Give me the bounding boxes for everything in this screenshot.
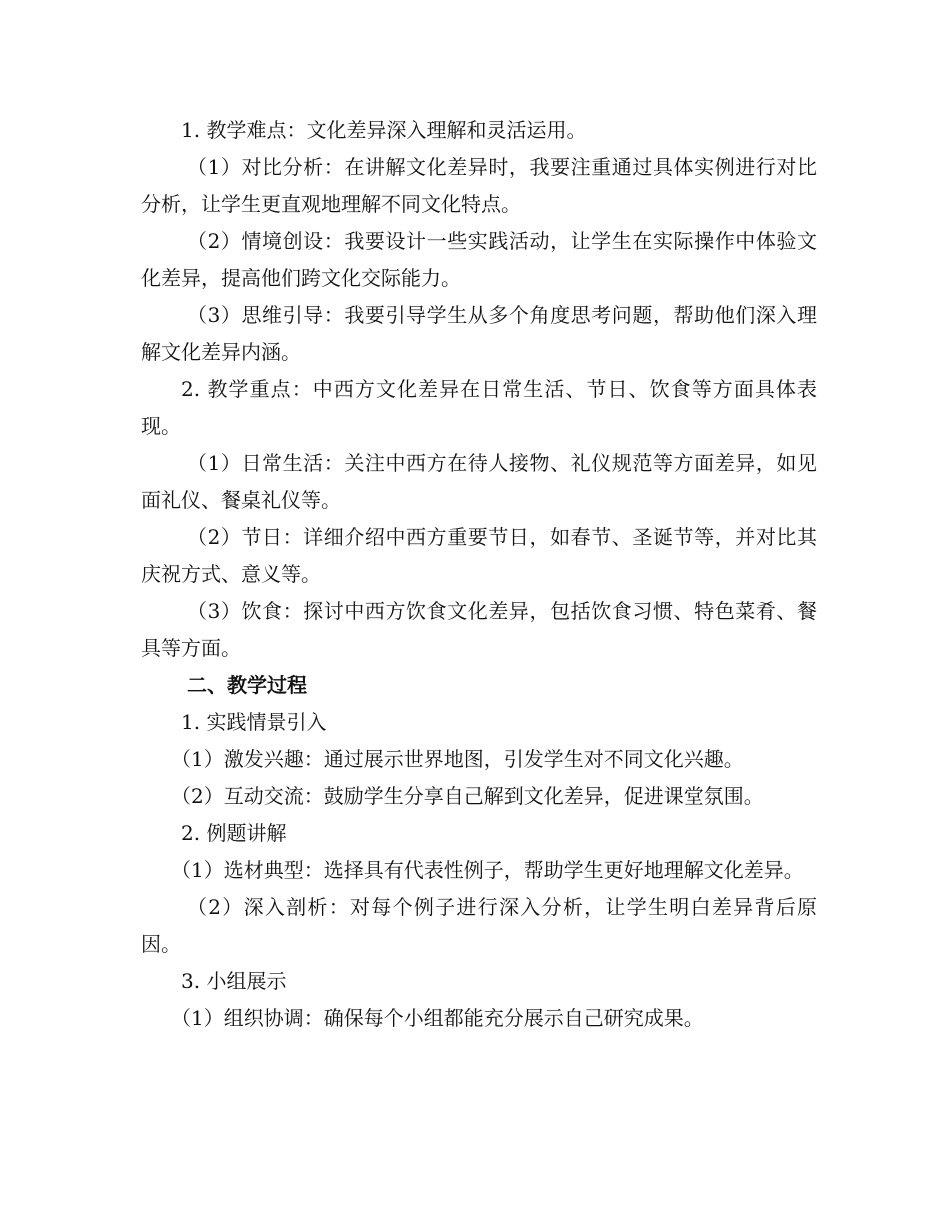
paragraph-example-title: 2. 例题讲解 [181,821,287,845]
paragraph-difficulty-title: 1. 教学难点：文化差异深入理解和灵活运用。 [181,118,587,142]
paragraph-situation-creation: （2）情境创设：我要设计一些实践活动，让学生在实际操作中体验文化差异，提高他们跨文化交际能力。 [141,229,817,290]
section-heading-teaching-process: 二、教学过程 [187,673,307,697]
paragraph-typical-material: （1）选材典型：选择具有代表性例子，帮助学生更好地理解文化差异。 [171,858,804,882]
paragraph-comparative-analysis: （1）对比分析：在讲解文化差异时，我要注重通过具体实例进行对比分析，让学生更直观地理解不同文化特点。 [141,155,817,216]
paragraph-festivals: （2）节日：详细介绍中西方重要节日，如春节、圣诞节等，并对比其庆祝方式、意义等。 [141,525,817,586]
paragraph-diet: （3）饮食：探讨中西方饮食文化差异，包括饮食习惯、特色菜肴、餐具等方面。 [141,599,817,660]
paragraph-coordination: （1）组织协调：确保每个小组都能充分展示自己研究成果。 [171,1006,704,1030]
document-body [141,112,817,1037]
paragraph-group-show-title: 3. 小组展示 [181,969,287,993]
paragraph-interactive-exchange: （2）互动交流：鼓励学生分享自己解到文化差异，促进课堂氛围。 [171,784,764,808]
paragraph-thinking-guidance: （3）思维引导：我要引导学生从多个角度思考问题，帮助他们深入理解文化差异内涵。 [141,303,817,364]
paragraph-scenario-intro-title: 1. 实践情景引入 [181,710,327,734]
paragraph-stimulate-interest: （1）激发兴趣：通过展示世界地图，引发学生对不同文化兴趣。 [171,747,744,771]
paragraph-daily-life: （1）日常生活：关注中西方在待人接物、礼仪规范等方面差异，如见面礼仪、餐桌礼仪等。 [141,451,817,512]
paragraph-deep-analysis: （2）深入剖析：对每个例子进行深入分析，让学生明白差异背后原因。 [141,895,817,956]
paragraph-key-points-title: 2. 教学重点：中西方文化差异在日常生活、节日、饮食等方面具体表现。 [141,377,817,438]
